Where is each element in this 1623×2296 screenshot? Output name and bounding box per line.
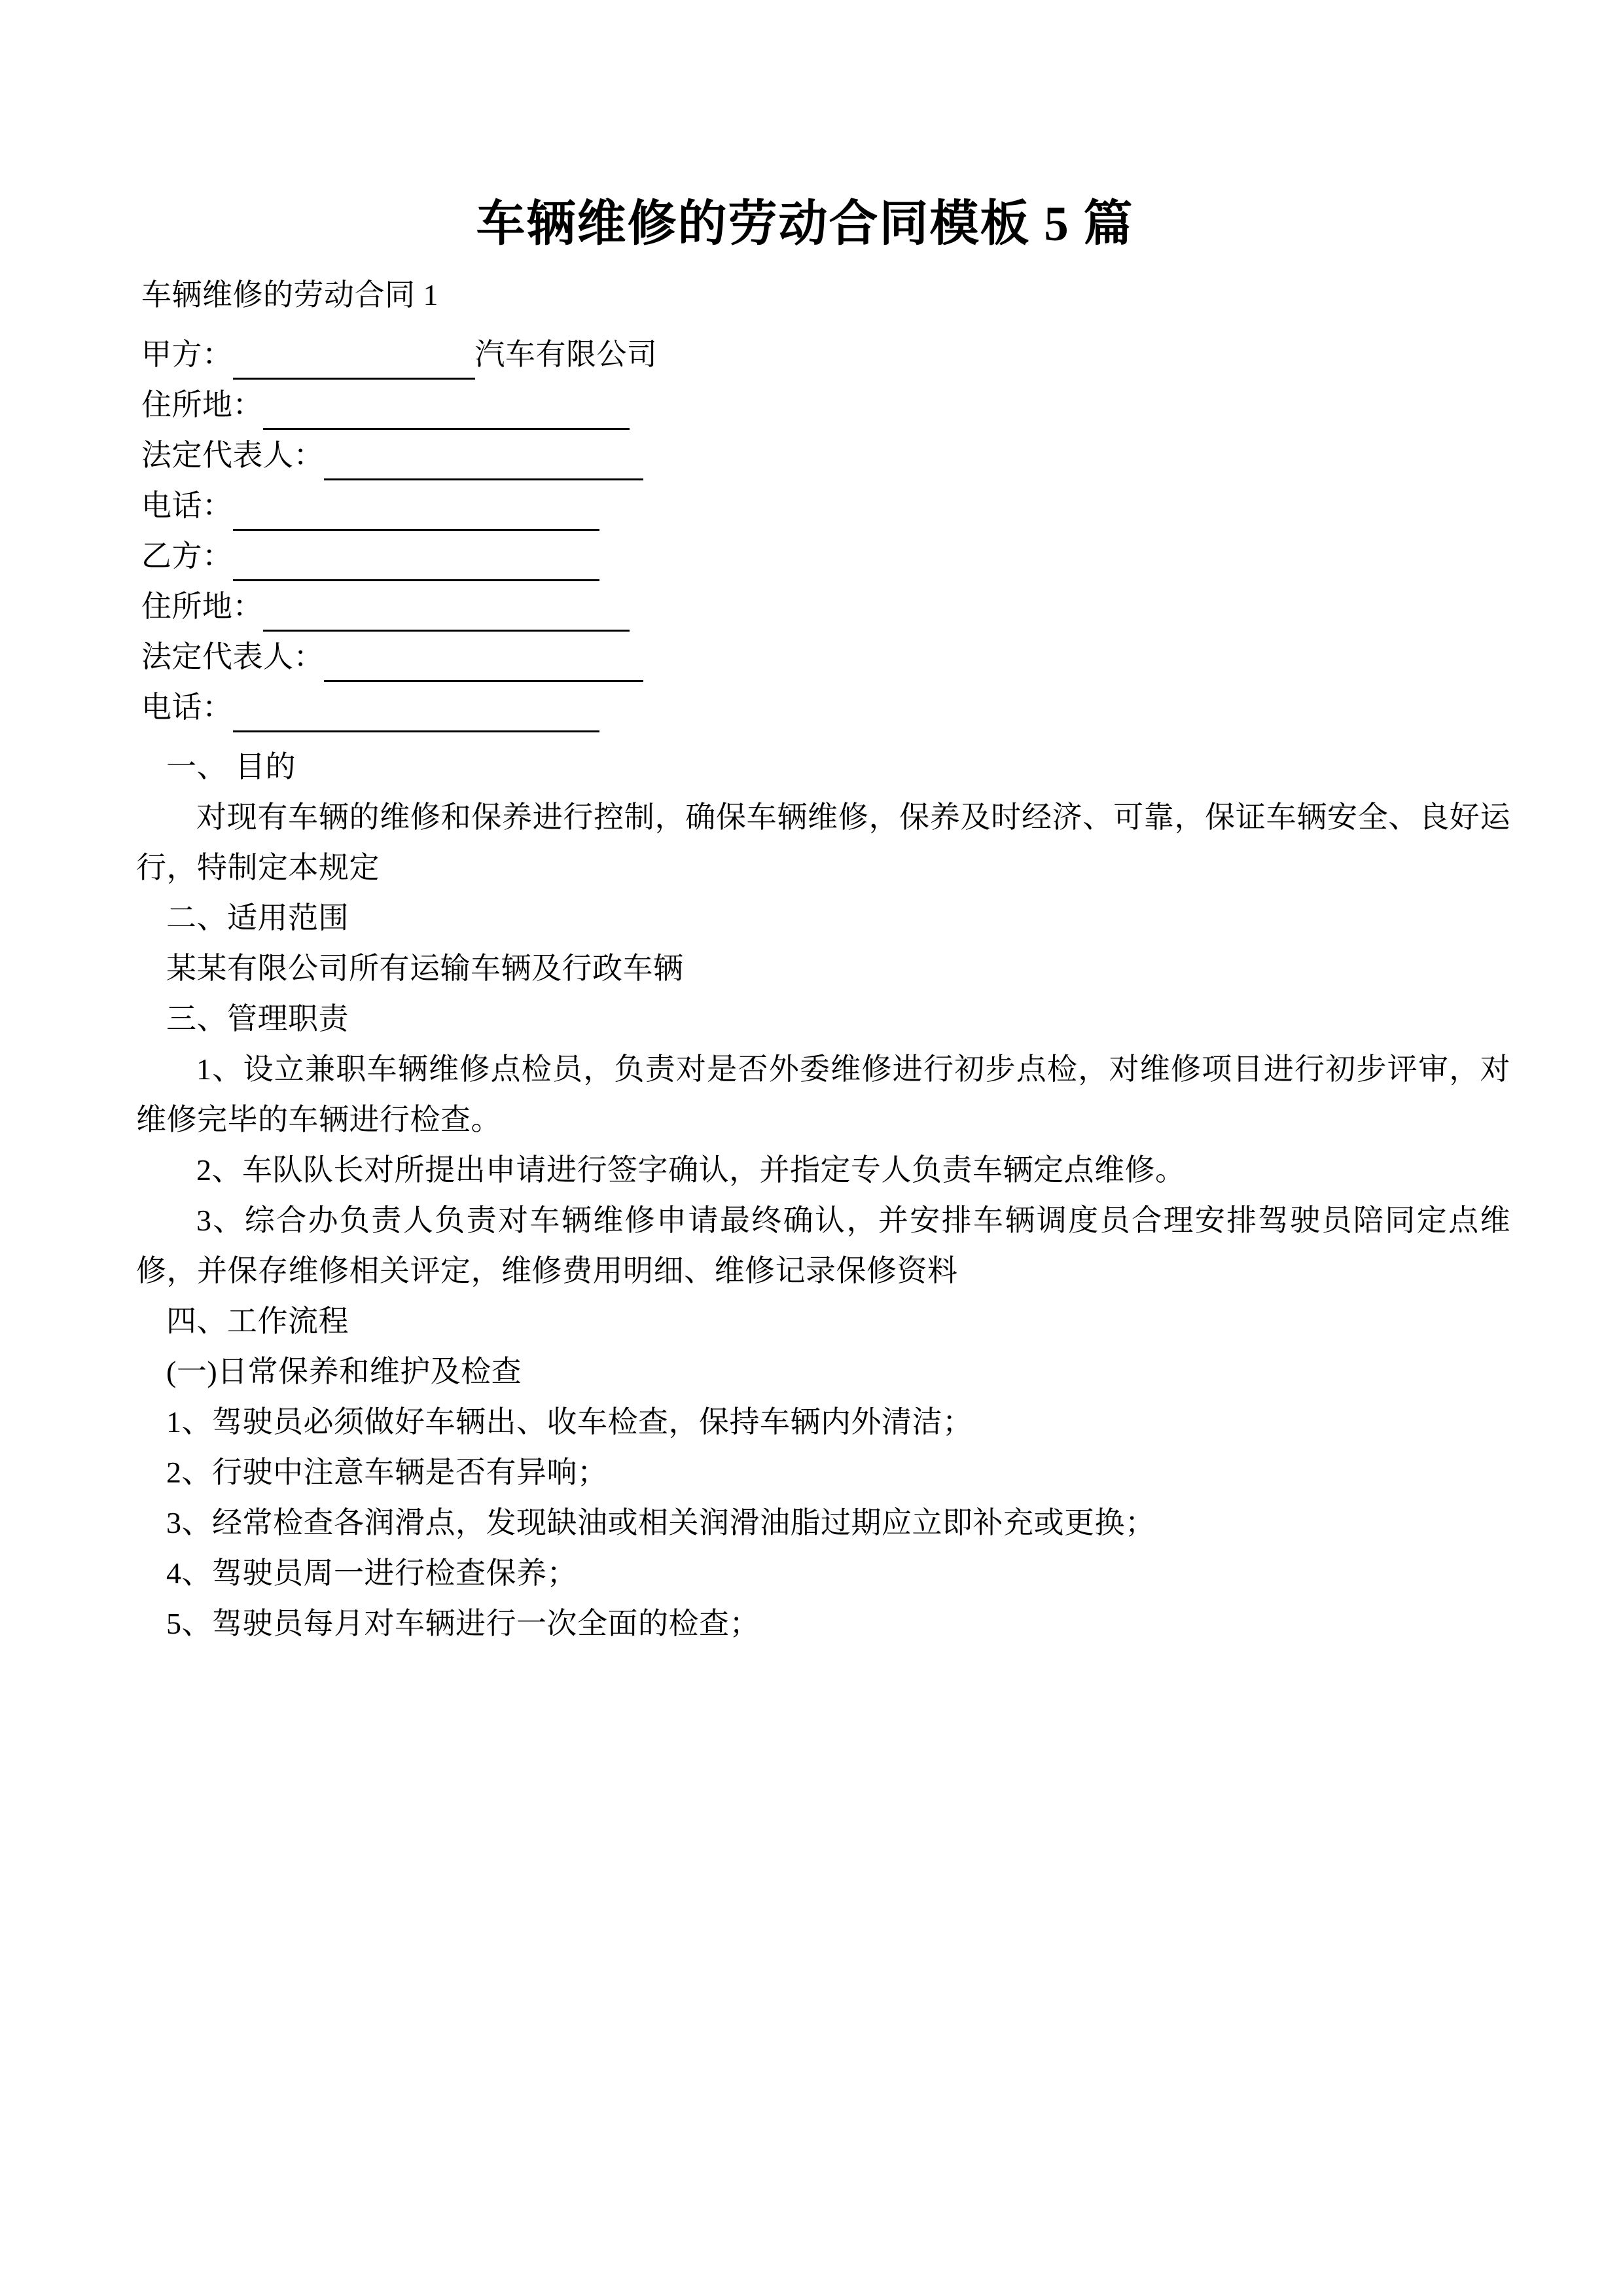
field-blank-party-b-address[interactable]: [263, 596, 630, 632]
field-label-party-a-legal-rep: 法定代表人：: [141, 439, 324, 473]
field-party-a-legal-rep: [136, 430, 1510, 480]
section-item-workflow-2: 2、行驶中注意车辆是否有异响；: [166, 1456, 608, 1490]
field-party-b-legal-rep: [136, 632, 1510, 682]
section-heading-responsibilities: 三、管理职责: [166, 1002, 349, 1036]
field-label-party-b-legal-rep: 法定代表人：: [141, 640, 324, 674]
page-title: 车辆维修的劳动合同模板 5 篇: [476, 197, 1134, 251]
document-content: [136, 0, 1510, 1649]
section-item-workflow-3: 3、经常检查各润滑点，发现缺油或相关润滑油脂过期应立即补充或更换；: [166, 1506, 1156, 1540]
section-item-workflow-1: 1、驾驶员必须做好车辆出、收车检查，保持车辆内外清洁；: [166, 1405, 973, 1439]
field-label-party-a-phone: 电话：: [141, 489, 233, 523]
field-blank-party-a[interactable]: [233, 344, 475, 380]
section-item-workflow-4: 4、驾驶员周一进行检查保养；: [166, 1556, 577, 1590]
section-body-scope: 某某有限公司所有运输车辆及行政车辆: [166, 952, 684, 986]
field-blank-party-a-address[interactable]: [263, 395, 630, 430]
document-subtitle: 车辆维修的劳动合同 1: [141, 278, 438, 312]
field-party-b: [136, 531, 1510, 581]
field-party-b-address: [136, 581, 1510, 632]
field-suffix-party-a: 汽车有限公司: [474, 338, 658, 372]
field-label-party-b-address: 住所地：: [141, 590, 263, 624]
section-item-responsibilities-3: 3、综合办负责人负责对车辆维修申请最终确认，并安排车辆调度员合理安排驾驶员陪同定点维修，并保存维修相关评定，维修费用明细、维修记录保修资料: [136, 1204, 1510, 1288]
field-party-b-phone: [136, 682, 1510, 732]
field-blank-party-b[interactable]: [233, 546, 599, 581]
section-body-purpose: 对现有车辆的维修和保养进行控制，确保车辆维修，保养及时经济、可靠，保证车辆安全、良好运行，特制定本规定: [136, 800, 1510, 885]
section-heading-scope: 二、适用范围: [166, 901, 349, 935]
field-party-a: [136, 329, 1510, 380]
section-item-responsibilities-2: 2、车队队长对所提出申请进行签字确认，并指定专人负责车辆定点维修。: [196, 1153, 1186, 1187]
field-blank-party-a-phone[interactable]: [233, 495, 599, 531]
section-item-workflow-5: 5、驾驶员每月对车辆进行一次全面的检查；: [166, 1607, 760, 1641]
section-heading-workflow: 四、工作流程: [166, 1304, 349, 1338]
field-blank-party-a-legal-rep[interactable]: [324, 445, 643, 480]
field-label-party-a-address: 住所地：: [141, 388, 263, 422]
field-party-a-phone: [136, 480, 1510, 531]
section-item-responsibilities-1: 1、设立兼职车辆维修点检员，负责对是否外委维修进行初步点检，对维修项目进行初步评审，对维修完毕的车辆进行检查。: [136, 1052, 1510, 1137]
field-label-party-a: 甲方：: [141, 338, 233, 372]
field-label-party-b-phone: 电话：: [141, 691, 233, 725]
section-heading-purpose: 一、 目的: [166, 750, 296, 784]
section-subheading-daily-maintenance: (一)日常保养和维护及检查: [166, 1355, 522, 1389]
field-label-party-b: 乙方：: [141, 539, 233, 573]
field-party-a-address: [136, 380, 1510, 430]
field-blank-party-b-phone[interactable]: [233, 697, 599, 732]
field-blank-party-b-legal-rep[interactable]: [324, 647, 643, 682]
